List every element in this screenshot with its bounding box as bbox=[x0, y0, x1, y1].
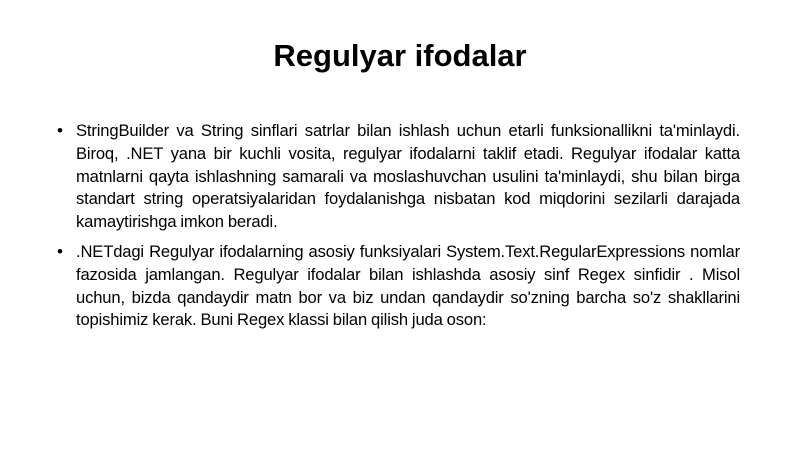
bullet-item bbox=[56, 241, 740, 332]
bullet-marker: • bbox=[57, 241, 63, 261]
slide-title: Regulyar ifodalar bbox=[273, 38, 527, 73]
bullet-text: StringBuilder va String sinflari satrlar bilan ishlash uchun etarli funksionallikni ta'minlaydi. Biroq, .NET yana bir kuchli vosita, regulyar ifodalarni taklif etadi. Regulyar ifodalar katta matnlarni qayta ishlashning samarali va moslashuvchan usulini ta'minlaydi, shu bilan birga standart string operatsiyalaridan foydalanishga nisbatan kod miqdorini sezilarli darajada kamaytirishga imkon beradi. bbox=[76, 121, 740, 232]
bullet-text: .NETdagi Regulyar ifodalarning asosiy funksiyalari System.Text.RegularExpressions nomlar fazosida jamlangan. Regulyar ifodalar bilan ishlashda asosiy sinf Regex sinfidir . Misol uchun, bizda qandaydir matn bor va biz undan qandaydir so'zning barcha so'z shakllarini topishimiz kerak. Buni Regex klassi bilan qilish juda oson: bbox=[76, 241, 740, 330]
bullet-item bbox=[56, 120, 740, 234]
bullet-list bbox=[56, 120, 740, 339]
bullet-marker: • bbox=[57, 121, 63, 140]
